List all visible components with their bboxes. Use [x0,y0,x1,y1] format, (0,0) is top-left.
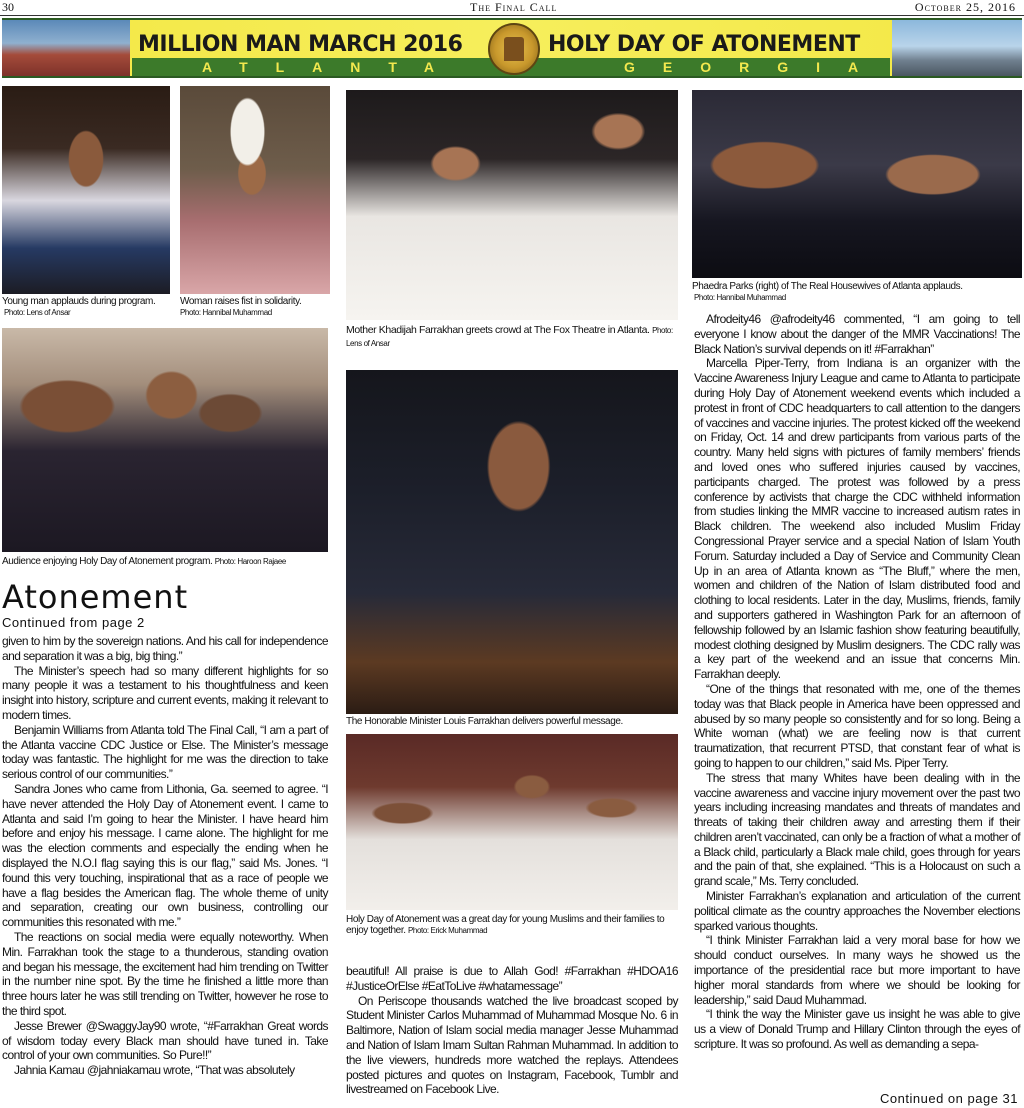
photo-credit: Photo: Lens of Ansar [346,326,673,348]
paragraph: given to him by the sovereign nations. And his call for independence and separation it was a big, big thing.” [2,634,328,663]
photo-young-muslims [346,734,678,910]
paragraph: beautiful! All praise is due to Allah God! #Farrakhan #HDOA16 #JusticeOrElse #EatToLive #whatamessage” [346,964,678,993]
paragraph: Sandra Jones who came from Lithonia, Ga. seemed to agree. “I have never attended the Holy Day of Atonement event. I came to Atlanta and said I’m going to hear the Minister. I have heard him before and enjoy his message. I came alone. The highlight for me was the election comments and especially the ending when he displayed the N.O.I flag saying this is our flag,” said Ms. Jones. “I found this very touching, inspirational that as a race of people we have a flag besides the American flag. The whole theme of unity and separation, creating our own business, controlling our communities this resonated with me.” [2,781,328,930]
photo-caption-young-muslims [346,914,678,936]
article-headline: Atonement [2,578,189,616]
header-rule [0,15,1024,16]
photo-caption-woman-fist [180,296,330,318]
paragraph: Jesse Brewer @SwaggyJay90 wrote, “#Farrakhan Great words of wisdom today every Black man should have tuned in. Take control of your own communities. So Pure!!” [2,1018,328,1063]
caption-text: Holy Day of Atonement was a great day for young Muslims and their families to enjoy together. [346,914,665,936]
caption-text: Mother Khadijah Farrakhan greets crowd at The Fox Theatre in Atlanta. [346,324,650,336]
photo-caption-audience [2,556,328,567]
caption-text: Audience enjoying Holy Day of Atonement program. [2,556,213,567]
continued-on: Continued on page 31 [880,1091,1018,1106]
photo-minister-farrakhan [346,370,678,714]
paragraph: Jahnia Kamau @jahniakamau wrote, “That was absolutely [14,1063,295,1078]
photo-credit: Photo: Haroon Rajaee [214,557,286,566]
photo-caption-phaedra-parks [692,281,1022,303]
paragraph: On Periscope thousands watched the live broadcast scoped by Student Minister Carlos Muhammad of Muhammad Mosque No. 6 in Baltimore, Nation of Islam social media manager Jesse Muhammad and Nation of Islam Imam Sultan Rahman Muhammad. In addition to the live viewers, hundreds more watched the replays. Attendees posted pictures and quotes on Instagram, Facebook, Tumblr and livestreamed on Facebook Live. [346,993,678,1097]
page-number: 30 [2,0,14,14]
photo-caption-mother-khadijah [346,324,678,350]
banner-city: ATLANTA [202,59,463,75]
paragraph: “I think the way the Minister gave us insight he was able to give us a view of Donald Trump and Hillary Clinton through the eyes of scripture. It was so profound. As well as demanding a sepa- [694,1007,1020,1052]
banner-title-right: HOLY DAY OF ATONEMENT [548,32,860,57]
photo-credit: Photo: Hannibal Muhammad [694,293,786,302]
caption-text: The Honorable Minister Louis Farrakhan delivers powerful message. [346,716,623,727]
article-column-1 [2,634,328,1078]
photo-woman-fist [180,86,330,294]
caption-text: Woman raises fist in solidarity. [180,296,302,307]
publication-name: The Final Call [470,0,558,14]
banner-skyline-image [892,20,1022,78]
caption-text: Phaedra Parks (right) of The Real Housewives of Atlanta applauds. [692,281,963,292]
continued-from: Continued from page 2 [2,615,145,630]
paragraph: “I think Minister Farrakhan laid a very moral base for how we should conduct ourselves. In many ways he showed us the importance of the presidential race but more important to have higher moral standards from where we should be looking for leadership,” said Daud Muhammad. [694,933,1020,1007]
paragraph: The reactions on social media were equally noteworthy. When Min. Farrakhan took the stage to a thunderous, standing ovation and began his message, the excitement had him trending on Twitter in the number nine spot. By the time he finished a little more than three hours later he was still trending on Twitter, however he rose to the third spot. [2,929,328,1018]
banner-title-left: MILLION MAN MARCH 2016 [138,32,463,57]
paragraph: The Minister’s speech had so many different highlights for so many people it was a testament to his thoughtfulness and keen insight into history, scripture and current events, making it relevant to modern times. [2,663,328,722]
event-seal-icon [488,23,540,75]
article-column-2 [346,964,678,1097]
photo-caption-minister-farrakhan [346,716,678,727]
photo-mother-khadijah [346,90,678,320]
paragraph: The stress that many Whites have been dealing with in the vaccine awareness and vaccine injury movement over the past two years including increasing mandates and threats of mandates and threats of taking their children away and arresting them if their children aren’t vaccinated, can only be a fraction of what a mother of a Black child, particularly a Black male child, goes through for years and the pain of that, she explained. “This is a Holocaust on such a grand scale,” Ms. Terry concluded. [694,770,1020,889]
section-banner [2,18,1022,78]
photo-caption-young-man [2,296,170,318]
photo-credit: Photo: Hannibal Muhammad [180,308,272,317]
paragraph: Marcella Piper-Terry, from Indiana is an organizer with the Vaccine Awareness Injury League and came to Atlanta to participate during Holy Day of Atonement weekend events which included a protest in front of CDC headquarters to call attention to the dangers of vaccines and vaccine injuries. The protest kicked off the weekend on Friday, Oct. 14 and drew participants from various parts of the country. Many held signs with pictures of family members’ friends and loved ones who suffered injuries caused by vaccines, participants charged. The protest was followed by a press conference by activists that charge the CDC withheld information from studies linking the MMR vaccine to increased autism rates in Black children. The weekend also included Muslim Friday Congressional Prayer service and a special Nation of Islam Youth Forum. Saturday included a Day of Service and Community Clean Up in an area of Atlanta known as “The Bluff,” where the men, women and children of the Nation of Islam distributed food and clothing to local residents. Later in the day, Muslims, friends, family and supporters gathered in Washington Park for an afternoon of fellowship followed by an Islamic fashion show featuring beautifully, modest clothing designed by Muslim designers. The CDC rally was a key part of the weekend and an issue that concerns Min. Farrakhan deeply. [694,356,1020,682]
caption-text: Young man applauds during program. [2,296,156,307]
banner-crowd-image [2,20,130,78]
photo-phaedra-parks [692,90,1022,278]
photo-audience [2,328,328,552]
photo-credit: Photo: Lens of Ansar [4,308,71,317]
photo-young-man [2,86,170,294]
paragraph: “One of the things that resonated with me, one of the themes today was that Black people in America have been oppressed and abused by so many people so consistently and for so long. Being a White woman (what) we are feeling now is that current traumatization, that recurrent PTSD, that constant fear of what is going to happen to our children,” said Ms. Piper Terry. [694,681,1020,770]
banner-state: GEORGIA [624,59,887,75]
paragraph: Afrodeity46 @afrodeity46 commented, “I am going to tell everyone I know about the danger of the MMR Vaccinations! The Black Nation’s survival depends on it! #Farrakhan” [694,312,1020,356]
article-column-3 [694,312,1020,1052]
page-header [0,0,1024,14]
issue-date: October 25, 2016 [914,0,1016,14]
photo-credit: Photo: Erick Muhammad [408,926,488,935]
paragraph: Minister Farrakhan’s explanation and articulation of the current political climate as the country approaches the November elections sparked various thoughts. [694,889,1020,933]
paragraph: Benjamin Williams from Atlanta told The Final Call, “I am a part of the Atlanta vaccine CDC Justice or Else. The Minister’s message today was fantastic. The highlight for me was the direction to take serious control of our communities.” [2,722,328,782]
